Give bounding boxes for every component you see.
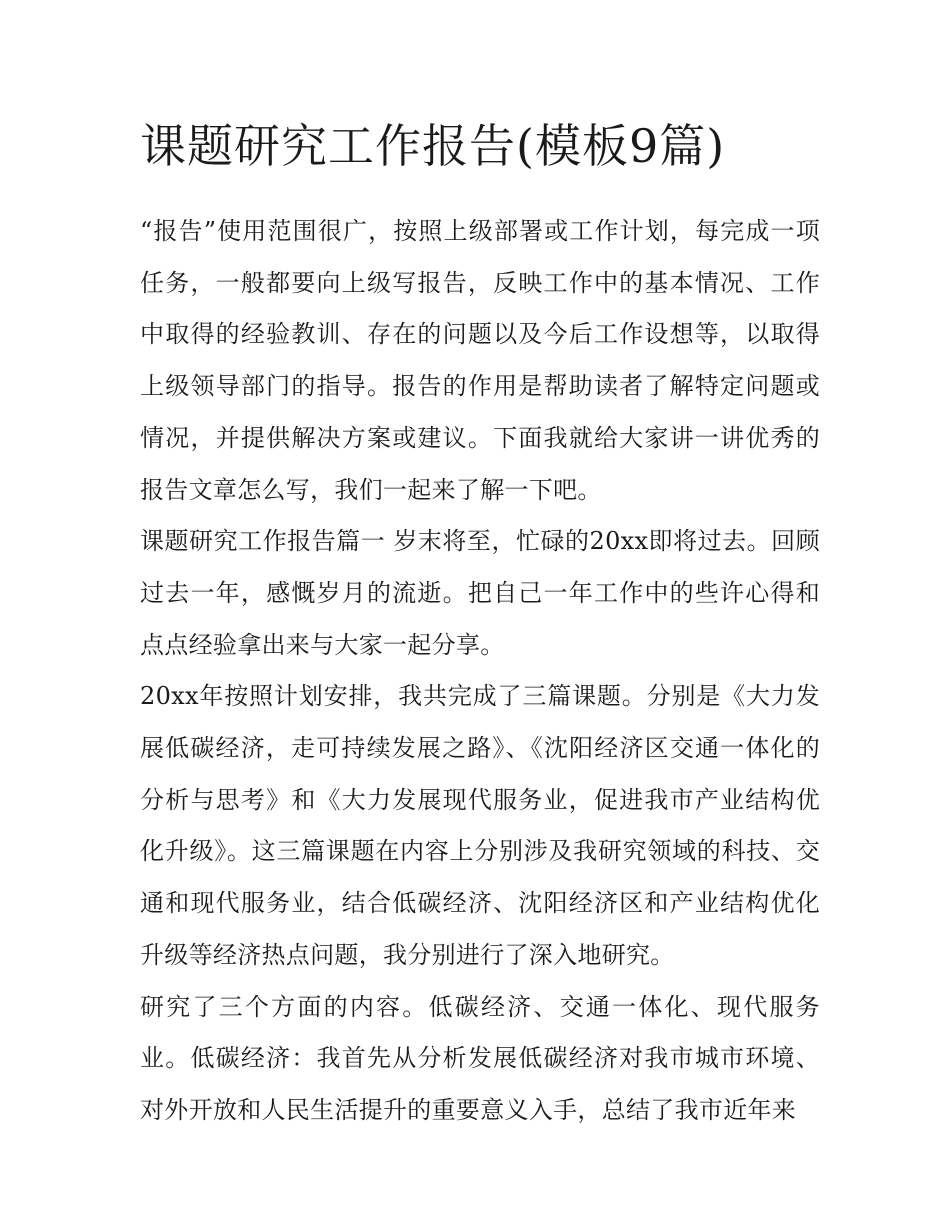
paragraph-three-topics: 20xx年按照计划安排，我共完成了三篇课题。分别是《大力发展低碳经济，走可持续发展之路》、《沈阳经济区交通一体化的分析与思考》和《大力发展现代服务业，促进我市产业结构优化升级》。这三篇课题在内容上分别涉及我研究领域的科技、交通和现代服务业，结合低碳经济、沈阳经济区和产业结构优化升级等经济热点问题，我分别进行了深入地研究。 [140, 682, 820, 969]
paragraph-report-one: 课题研究工作报告篇一 岁末将至，忙碌的20xx即将过去。回顾过去一年，感慨岁月的流逝。把自己一年工作中的些许心得和点点经验拿出来与大家一起分享。 [140, 527, 820, 659]
document-title: 课题研究工作报告(模板9篇) [140, 119, 726, 173]
paragraph-research-content: 研究了三个方面的内容。低碳经济、交通一体化、现代服务业。低碳经济：我首先从分析发展低碳经济对我市城市环境、对外开放和人民生活提升的重要意义入手，总结了我市近年来 [140, 992, 820, 1124]
document-page [140, 110, 820, 1137]
paragraph-intro: “报告”使用范围很广，按照上级部署或工作计划，每完成一项任务，一般都要向上级写报告，反映工作中的基本情况、工作中取得的经验教训、存在的问题以及今后工作设想等，以取得上级领导部门的指导。报告的作用是帮助读者了解特定问题或情况，并提供解决方案或建议。下面我就给大家讲一讲优秀的报告文章怎么写，我们一起来了解一下吧。 [140, 217, 820, 504]
